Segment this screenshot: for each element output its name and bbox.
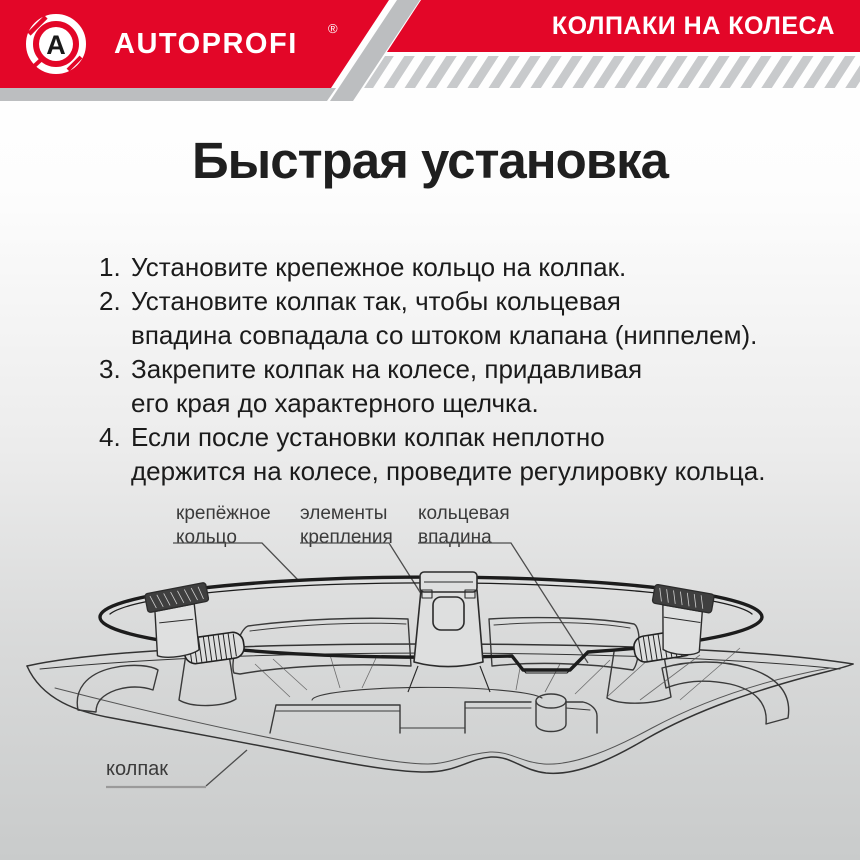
step-text: держится на колесе, проведите регулировку кольца. xyxy=(131,456,766,486)
label-cap: колпак xyxy=(106,758,169,780)
step-item-3 xyxy=(99,352,765,420)
label-line: крепления xyxy=(300,527,393,548)
center-dome-arc xyxy=(312,687,542,700)
wheel-cap-technical-drawing xyxy=(0,490,860,860)
callout-cap xyxy=(206,750,247,786)
step-item-2 xyxy=(99,284,765,352)
step-number: 2. xyxy=(99,286,121,316)
step-item-1 xyxy=(99,250,765,284)
label-line: элементы xyxy=(300,503,388,524)
step-text: впадина совпадала со штоком клапана (ниппелем). xyxy=(131,320,758,350)
step-text: Закрепите колпак на колесе, придавливая xyxy=(131,354,643,384)
label-line: кольцевая xyxy=(418,503,510,524)
left-panel-inner-line xyxy=(250,623,406,631)
step-number: 4. xyxy=(99,422,121,452)
registered-trademark-icon: ® xyxy=(328,21,338,36)
step-text: Если после установки колпак неплотно xyxy=(131,422,605,452)
logo-letter: A xyxy=(46,30,66,60)
product-category-title: КОЛПАКИ НА КОЛЕСА xyxy=(551,11,835,40)
installation-steps-list xyxy=(99,250,765,488)
right-ledge-end xyxy=(566,702,597,733)
page-title: Быстрая установка xyxy=(192,132,668,189)
step-number: 1. xyxy=(99,252,121,282)
label-line: крепёжное xyxy=(176,503,271,524)
center-fastening-tab xyxy=(408,572,490,692)
right-ledge xyxy=(465,702,531,733)
header-diagonal-stripes xyxy=(364,56,860,88)
step-text: Установите крепежное кольцо на колпак. xyxy=(131,252,627,282)
cap-bottom-inner-line xyxy=(55,668,830,764)
label-line: впадина xyxy=(418,527,492,548)
brand-wordmark: AUTOPROFI xyxy=(114,28,298,60)
step-text: его края до характерного щелчка. xyxy=(131,388,539,418)
step-number: 3. xyxy=(99,354,121,384)
valve-recess-top xyxy=(536,694,566,708)
left-ledge xyxy=(270,705,400,733)
right-curved-vent xyxy=(662,662,789,724)
left-curved-vent xyxy=(77,665,158,712)
right-ledge-inner-line xyxy=(465,708,590,710)
step-item-4 xyxy=(99,420,765,488)
label-line: кольцо xyxy=(176,527,237,548)
callout-fastening-elements xyxy=(300,543,425,600)
header-gray-bar xyxy=(0,88,336,101)
callout-mounting-ring xyxy=(173,543,299,581)
cap-bottom-silhouette xyxy=(27,664,853,773)
step-text: Установите колпак так, чтобы кольцевая xyxy=(131,286,621,316)
